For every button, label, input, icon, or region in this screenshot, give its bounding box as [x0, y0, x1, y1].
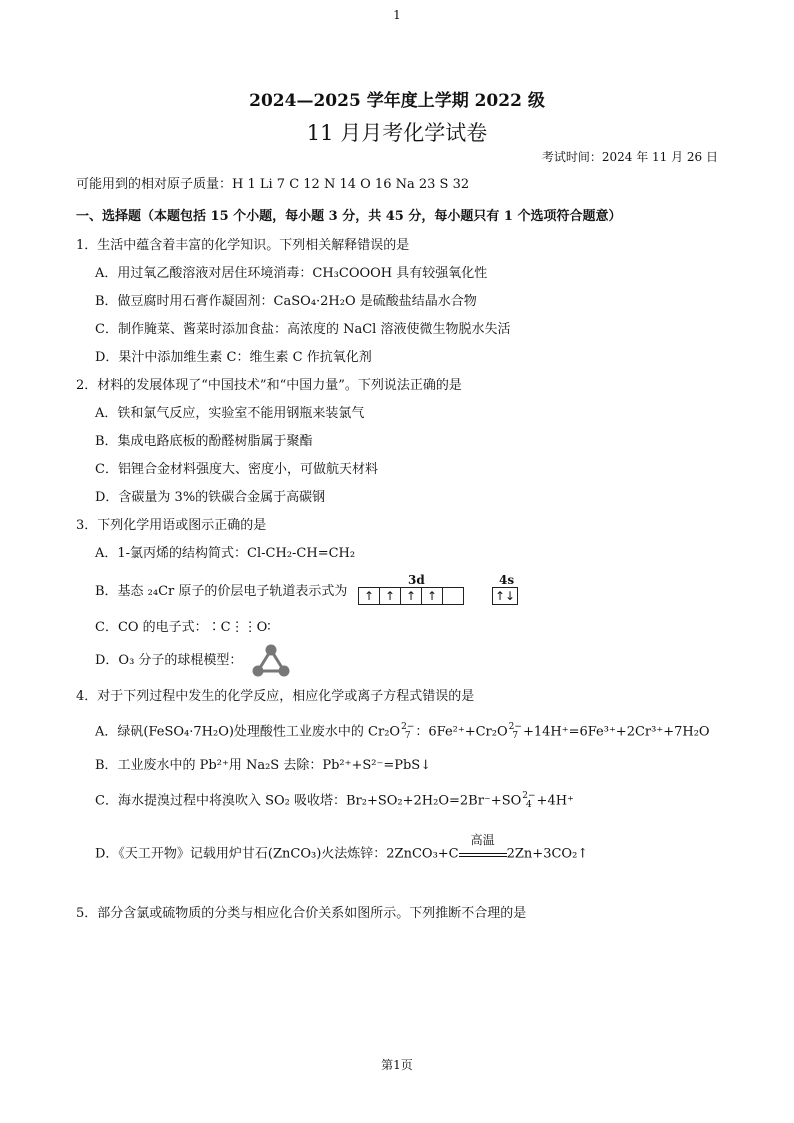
- q2-option-c: C．铝锂合金材料强度大、密度小，可做航天材料: [95, 462, 378, 477]
- q1-stem: 1．生活中蕴含着丰富的化学知识。下列相关解释错误的是: [76, 238, 410, 253]
- orbital-label-4s: 4s: [499, 573, 515, 587]
- q3-option-c: C．CO 的电子式：∶C⋮⋮O∶: [95, 620, 271, 635]
- q4-option-c: [95, 792, 574, 810]
- atomic-masses: 可能用到的相对原子质量：H 1 Li 7 C 12 N 14 O 16 Na 23 S 32: [76, 177, 470, 192]
- q4-c-text: C．海水提溴过程中将溴吹入 SO₂ 吸收塔：Br₂+SO₂+2H₂O=2Br⁻+SO: [95, 793, 522, 809]
- orbital-box: ↑↓: [492, 587, 518, 605]
- q2-stem: 2．材料的发展体现了“中国技术”和“中国力量”。下列说法正确的是: [76, 378, 462, 393]
- q1-option-b: B．做豆腐时用石膏作凝固剂：CaSO₄·2H₂O 是硫酸盐结晶水合物: [95, 294, 477, 309]
- q2-option-b: B．集成电路底板的酚醛树脂属于聚酯: [95, 434, 313, 449]
- orbital-4s-boxes: [492, 585, 518, 605]
- q2-option-a: A．铁和氯气反应，实验室不能用钢瓶来装氯气: [95, 406, 365, 421]
- exam-title-year: 2024—2025 学年度上学期 2022 级: [249, 91, 545, 111]
- q4-option-d: [95, 833, 589, 863]
- orbital-box: ↑: [421, 587, 442, 605]
- orbital-box: [442, 587, 464, 605]
- q3-option-b: [95, 584, 347, 600]
- q3-option-a: A．1-氯丙烯的结构简式：Cl-CH₂-CH=CH₂: [95, 546, 356, 561]
- ozone-ball-stick-model: [250, 643, 292, 679]
- orbital-box: ↑: [358, 587, 379, 605]
- q3-option-d: D．O₃ 分子的球棍模型：: [95, 653, 243, 668]
- q4-a-ion-charge-2: 2− 7: [508, 722, 522, 741]
- q4-c-equation-end: +4H⁺: [536, 793, 574, 809]
- page-number-top: 1: [393, 8, 401, 22]
- q4-d-text: D．《天工开物》记载用炉甘石(ZnCO₃)火法炼锌：2ZnCO₃+C: [95, 846, 459, 862]
- q3-option-b-text: B．基态 ₂₄Cr 原子的价层电子轨道表示式为: [95, 584, 348, 599]
- q4-option-a: [95, 723, 710, 741]
- q4-a-ion-charge: 2− 7: [401, 722, 415, 741]
- q4-option-b: B．工业废水中的 Pb²⁺用 Na₂S 去除：Pb²⁺+S²⁻=PbS↓: [95, 758, 432, 773]
- exam-title-subject: 11 月月考化学试卷: [306, 121, 488, 145]
- reaction-condition: 高温: [459, 846, 507, 862]
- orbital-box: ↑: [400, 587, 421, 605]
- q1-option-a: A．用过氧乙酸溶液对居住环境消毒：CH₃COOOH 具有较强氧化性: [95, 266, 488, 281]
- orbital-box: ↑: [379, 587, 400, 605]
- section-heading: 一、选择题（本题包括 15 个小题，每小题 3 分，共 45 分，每小题只有 1 个选项符合题意）: [76, 209, 622, 224]
- orbital-label-3d: 3d: [408, 573, 425, 587]
- q1-option-d: D．果汁中添加维生素 C：维生素 C 作抗氧化剂: [95, 350, 372, 365]
- q4-stem: 4．对于下列过程中发生的化学反应，相应化学或离子方程式错误的是: [76, 689, 475, 704]
- q2-option-d: D．含碳量为 3%的铁碳合金属于高碳钢: [95, 490, 326, 505]
- exam-time: 考试时间：2024 年 11 月 26 日: [541, 150, 718, 164]
- q1-option-c: C．制作腌菜、酱菜时添加食盐：高浓度的 NaCl 溶液使微生物脱水失活: [95, 322, 511, 337]
- q4-a-equation: ：6Fe²⁺+Cr₂O: [415, 724, 508, 740]
- q4-a-text: A．绿矾(FeSO₄·7H₂O)处理酸性工业废水中的 Cr₂O: [95, 724, 401, 740]
- q5-stem: 5．部分含氯或硫物质的分类与相应化合价关系如图所示。下列推断不合理的是: [76, 906, 527, 921]
- q4-c-ion-charge: 2− 4: [522, 791, 536, 810]
- q4-a-equation-end: +14H⁺=6Fe³⁺+2Cr³⁺+7H₂O: [522, 724, 710, 740]
- q4-d-equation-end: 2Zn+3CO₂↑: [506, 846, 589, 862]
- page-footer: 第1页: [381, 1058, 413, 1072]
- orbital-3d-boxes: [358, 585, 464, 605]
- q3-stem: 3．下列化学用语或图示正确的是: [76, 518, 267, 533]
